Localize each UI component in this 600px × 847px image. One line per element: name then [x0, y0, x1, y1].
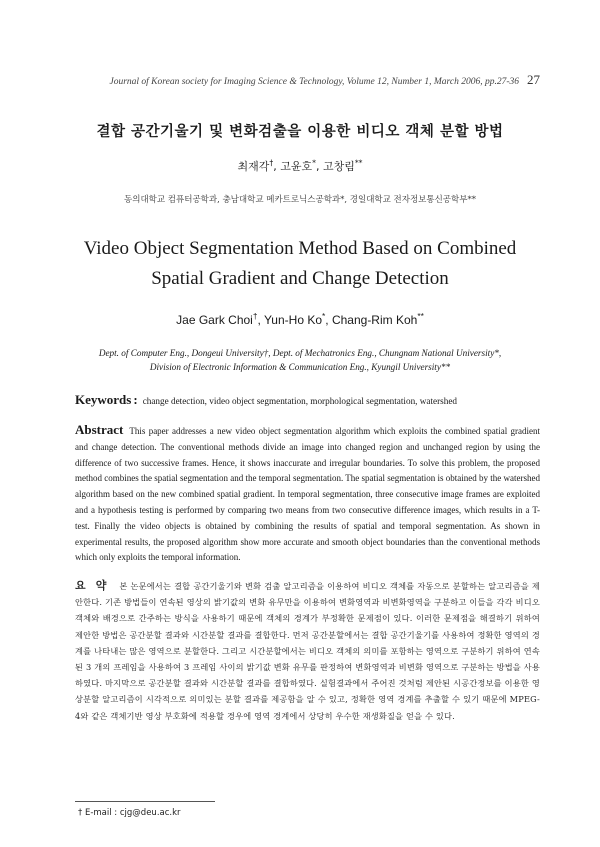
footnote-email: cjg@deu.ac.kr: [119, 808, 181, 818]
korean-abstract-label: 요 약: [75, 579, 110, 592]
journal-citation: Journal of Korean society for Imaging Science & Technology, Volume 12, Number 1, March 2006, pp.27-36: [109, 77, 519, 87]
abstract-label: Abstract: [75, 422, 124, 437]
abstract-text: This paper addresses a new video object segmentation algorithm which exploits the combined spatial gradient and change detection. The conventional methods divide an image into changed region and unchanged region by using the difference of two successive frames. Hence, it shows inaccurate and irregular boundaries. To solve this problem, the proposed method combines the spatial segmentation and the temporal segmentation. The spatial segmentation is obtained by the watershed algorithm based on the new combined spatial gradient. In temporal segmentation, three consecutive image frames are exploited and a hypothesis testing is performed by comparing two means from two consecutive difference images, which results in a T-test. Finally the video objects is obtained by combining the results of spatial and temporal segmentation. As shown in experimental results, the proposed algorithm show more accurate and smooth object boundaries than the conventional methods which only exploits the temporal information.: [75, 426, 540, 563]
keywords-colon: :: [133, 392, 138, 407]
author-mark: *: [312, 158, 316, 168]
footnote-mark: †: [78, 808, 83, 818]
author-name: 최재각: [237, 160, 270, 173]
korean-authors: [0, 158, 600, 174]
author-mark: **: [354, 158, 363, 168]
author-separator: ,: [325, 313, 332, 327]
english-affiliations: [60, 346, 540, 374]
author-mark: **: [417, 311, 424, 321]
page-number: 27: [527, 72, 540, 87]
korean-abstract-section: [75, 578, 540, 724]
keywords-text: change detection, video object segmentation, morphological segmentation, watershed: [142, 396, 458, 406]
korean-title: 결합 공간기울기 및 변화검출을 이용한 비디오 객체 분할 방법: [96, 124, 504, 140]
author-mark: †: [269, 158, 274, 168]
footnote-label: E-mail :: [84, 808, 118, 818]
english-authors: [0, 311, 600, 327]
author-separator: ,: [273, 160, 281, 173]
english-title: Video Object Segmentation Method Based on Combined Spatial Gradient and Change Detection: [83, 238, 517, 289]
keywords-section: [75, 391, 545, 409]
keywords-label: Keywords: [75, 392, 132, 407]
author-name: 고창림: [322, 160, 355, 173]
author-separator: ,: [315, 160, 323, 173]
korean-affiliations: 동의대학교 컴퓨터공학과, 충남대학교 메카트로닉스공학과*, 경일대학교 전자정보통신공학부**: [124, 195, 476, 205]
running-header: [80, 72, 540, 88]
affiliation-line: Dept. of Computer Eng., Dongeui University†, Dept. of Mechatronics Eng., Chungnam National University*,: [98, 348, 502, 358]
footnote: [78, 808, 181, 818]
author-name: Jae Gark Choi: [176, 313, 253, 327]
affiliation-line: Division of Electronic Information & Communication Eng., Kyungil University**: [149, 362, 451, 372]
author-name: 고윤호: [280, 160, 313, 173]
author-name: Chang-Rim Koh: [331, 313, 418, 327]
footnote-divider: [75, 801, 215, 802]
author-mark: *: [322, 311, 326, 321]
author-name: Yun-Ho Ko: [263, 313, 323, 327]
korean-abstract-text: 본 논문에서는 결합 공간기울기와 변화 검출 알고리즘을 이용하여 비디오 객체를 자동으로 분할하는 알고리즘을 제안한다. 기존 방법들이 연속된 영상의 밝기값의 변화 유무만을 이용하여 변화영역과 비변화영역을 구분하고 이들을 각각 비디오 객체와 배경으로 간주하는 방식을 사용하기 때문에 객체의 경계가 부정확한 문제점이 있다. 이러한 문제점을 해결하기 위하여 제안한 방법은 공간분할 결과와 시간분할 결과를 결합한다. 먼저 공간분할에서는 결합 공간기울기를 사용하여 정확한 영역의 경계를 나타내는 많은 영역으로 분할한다. 그리고 시간분할에서는 비디오 객체의 의미를 포함하는 영역으로 구분하기 위하여 연속된 3 개의 프레임을 사용하여 3 프레임 사이의 밝기값 변화 유무를 판정하여 변화영역과 비변화 영역으로 구분하는 방법을 사용하였다. 마지막으로 공간분할 결과와 시간분할 결과를 결합하였다. 실험결과에서 주어진 것처럼 제안된 시공간정보를 이용한 영상분할 알고리즘이 시각적으로 의미있는 분할 결과를 제공함을 알 수 있고, 정확한 영역 경계를 추출할 수 있기 때문에 MPEG-4와 같은 객체기반 영상 부호화에 적용할 경우에 영역 경계에서 상당히 우수한 재생화질을 얻을 수 있다.: [75, 581, 540, 721]
author-separator: ,: [257, 313, 264, 327]
author-mark: †: [252, 311, 258, 321]
abstract-section: [75, 422, 540, 566]
